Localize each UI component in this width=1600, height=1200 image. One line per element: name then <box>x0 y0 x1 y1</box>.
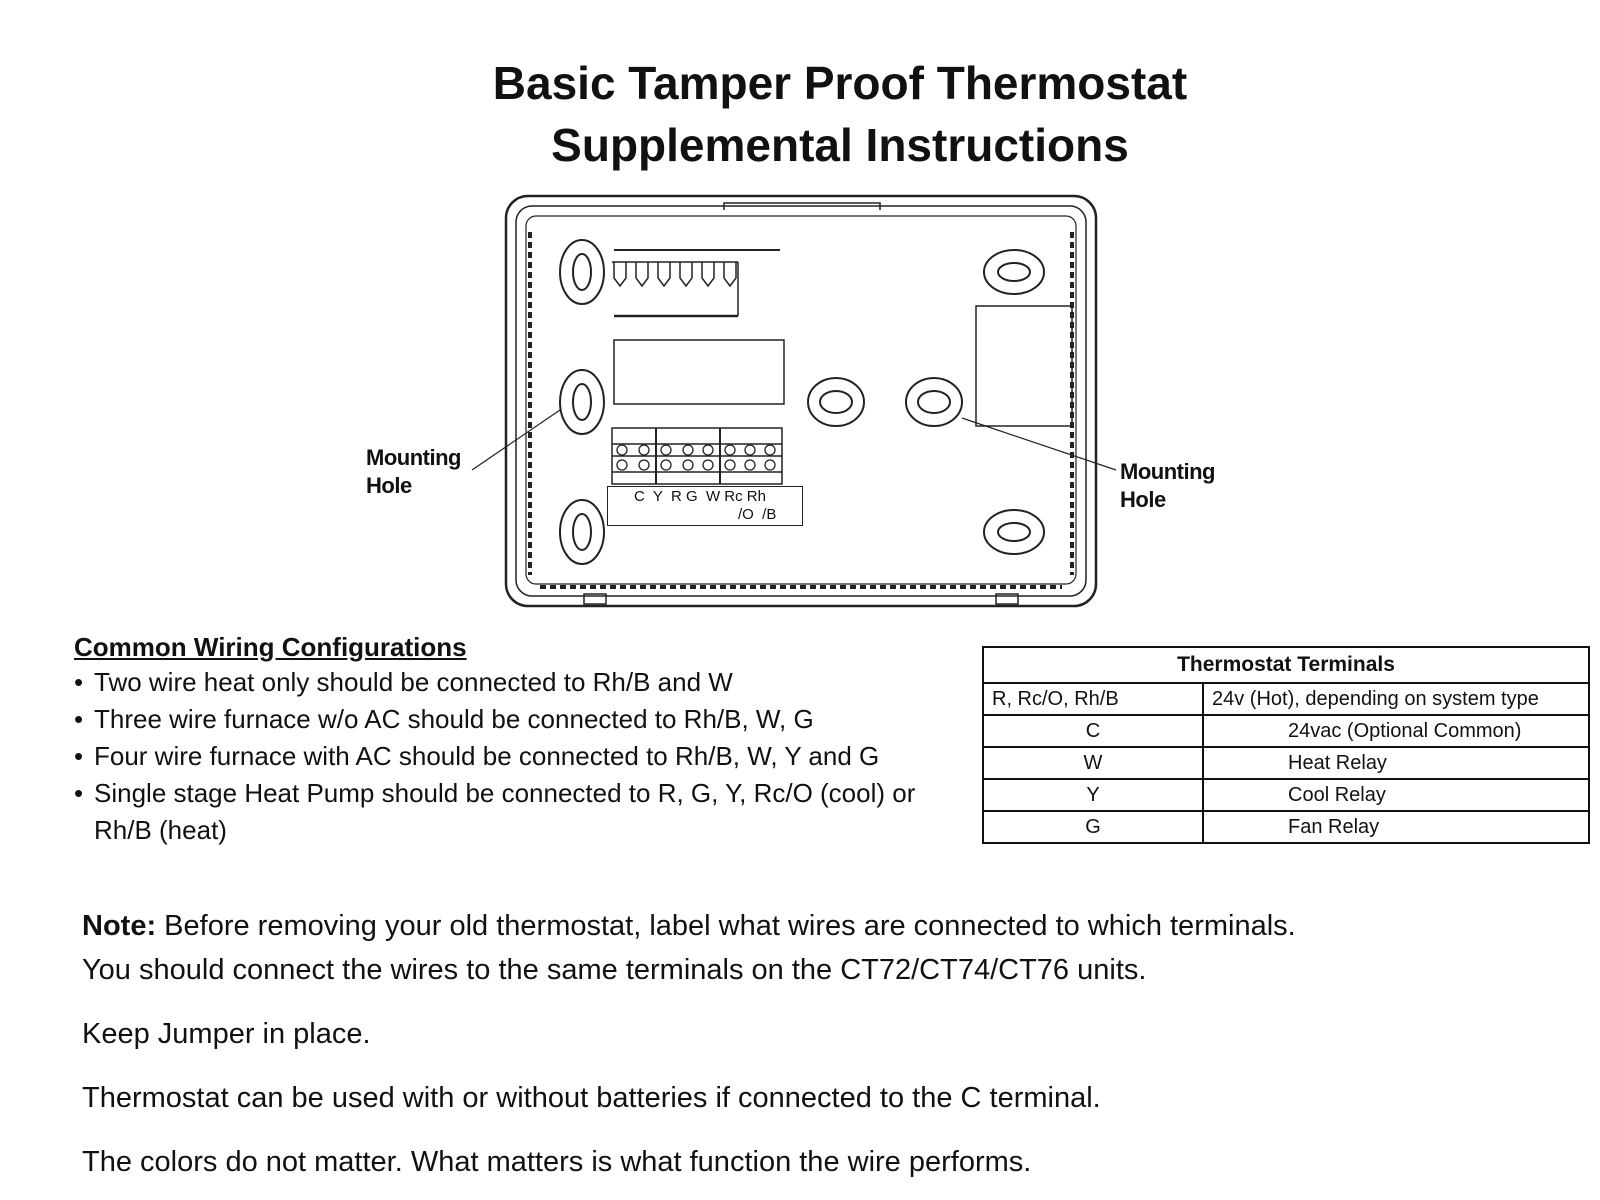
function-cell: Cool Relay <box>1203 779 1589 811</box>
thermostat-terminals-table <box>982 646 1590 844</box>
mount-slot-top-left <box>560 240 604 304</box>
function-cell: Heat Relay <box>1203 747 1589 779</box>
mount-hole-center-left <box>808 378 864 426</box>
display-window <box>614 340 784 404</box>
list-item: • Three wire furnace w/o AC should be connected to Rh/B, W, G <box>74 701 974 738</box>
callout-mounting-hole-left: Mounting Hole <box>366 445 461 498</box>
note-line-2: You should connect the wires to the same terminals on the CT72/CT74/CT76 units. <box>82 954 1147 986</box>
list-item: • Four wire furnace with AC should be connected to Rh/B, W, Y and G <box>74 738 974 775</box>
callout-mounting-hole-right: Mounting Hole <box>1120 459 1215 512</box>
list-item: • Single stage Heat Pump should be connected to R, G, Y, Rc/O (cool) or Rh/B (heat) <box>74 775 974 849</box>
table-row <box>983 811 1589 843</box>
batteries-note: Thermostat can be used with or without batteries if connected to the C terminal. <box>82 1082 1101 1114</box>
wiring-configurations <box>74 630 974 849</box>
terminal-labels-row-1: C Y R G W Rc Rh <box>634 488 766 505</box>
housing-rim <box>526 216 1076 584</box>
terminal-cell: R, Rc/O, Rh/B <box>983 683 1203 715</box>
function-cell: 24v (Hot), depending on system type <box>1203 683 1589 715</box>
mount-slot-bottom-right <box>984 510 1044 554</box>
side-panel <box>976 306 1072 426</box>
mount-slot-bottom-left <box>560 500 604 564</box>
mount-slot-top-right <box>984 250 1044 294</box>
terminal-cell: Y <box>983 779 1203 811</box>
terminal-cell: C <box>983 715 1203 747</box>
notes-section <box>82 904 1582 1184</box>
list-item: • Two wire heat only should be connected to Rh/B and W <box>74 664 974 701</box>
mount-hole-center-right <box>906 378 962 426</box>
table-row <box>983 779 1589 811</box>
colors-note: The colors do not matter. What matters is what function the wire performs. <box>82 1146 1032 1178</box>
table-row <box>983 715 1589 747</box>
terminal-block <box>612 428 782 484</box>
terminal-screws <box>617 445 775 470</box>
jumper-pins <box>614 262 736 286</box>
terminal-cell: G <box>983 811 1203 843</box>
wiring-list <box>74 664 974 849</box>
terminal-cell: W <box>983 747 1203 779</box>
function-cell: Fan Relay <box>1203 811 1589 843</box>
note-line-1: Before removing your old thermostat, label what wires are connected to which terminals. <box>156 910 1296 942</box>
title-line-1: Basic Tamper Proof Thermostat <box>492 57 1188 109</box>
function-cell: 24vac (Optional Common) <box>1203 715 1589 747</box>
jumper-note: Keep Jumper in place. <box>82 1018 371 1050</box>
wiring-heading: Common Wiring Configurations <box>74 632 467 662</box>
table-row <box>983 683 1589 715</box>
table-heading: Thermostat Terminals <box>983 647 1589 683</box>
terminal-labels-row-2: /O /B <box>738 506 777 523</box>
housing-outer <box>506 196 1096 606</box>
note-label: Note: <box>82 910 157 942</box>
note-paragraph <box>82 904 1582 948</box>
title-line-2: Supplemental Instructions <box>551 119 1129 171</box>
terminal-labels-box <box>607 486 803 526</box>
table-row <box>983 747 1589 779</box>
mount-slot-mid-left <box>560 370 604 434</box>
